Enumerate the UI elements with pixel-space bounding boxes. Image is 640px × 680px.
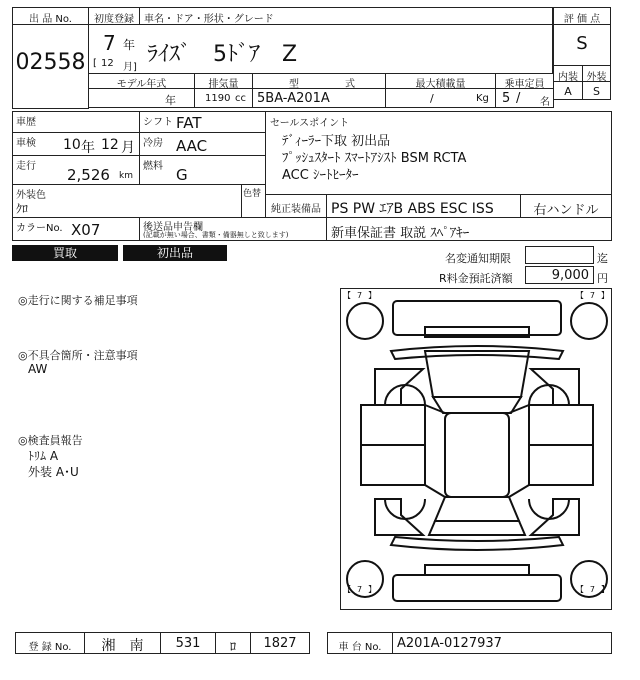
car-diagram [340, 288, 612, 610]
equipment-label: 純正装備品 [271, 204, 321, 215]
docs-label: 後送品申告欄 [143, 222, 203, 233]
ext-color-cell [12, 184, 242, 218]
car-name-label: 車名・ドア・形状・グレード [144, 14, 274, 25]
first-reg-month-open: [ [93, 58, 97, 69]
model-year-label: モデル年式 [116, 79, 167, 90]
displacement: 1190 [205, 93, 231, 104]
chassis-no: A201A-0127937 [397, 636, 502, 651]
mileage-label: 走行 [16, 161, 36, 172]
history-cell [12, 111, 140, 133]
color-no: X07 [71, 221, 101, 239]
recolor-cell [241, 184, 266, 218]
max-load-label: 最大積載量 [415, 79, 466, 90]
ext-color-label: 外装色 [16, 190, 46, 201]
inspection-month-unit: 月 [121, 140, 135, 156]
tread-rr-close: 】 [601, 585, 609, 594]
lot-no: 02558 [15, 50, 86, 75]
first-reg-month: 12 [101, 58, 114, 69]
ac: AAC [176, 137, 208, 155]
tread-rl-close: 】 [368, 585, 377, 594]
fuel: G [176, 166, 188, 184]
fuel-cell [139, 155, 266, 185]
max-load-sep: / [430, 92, 434, 105]
steering: 右ハンドル [533, 203, 599, 218]
name-change-label: 名変通知期限 [445, 252, 511, 265]
name-change-box [525, 246, 594, 264]
inspection-month: 12 [101, 137, 119, 153]
type-label-1: 型 [289, 79, 299, 90]
rating: S [576, 33, 588, 54]
chassis-no-cell [392, 632, 612, 654]
first-reg-year-unit: 年 [123, 38, 136, 52]
ac-label: 冷房 [143, 138, 163, 149]
tread-rl-value: 7 [357, 585, 363, 594]
capacity-cell [495, 88, 554, 108]
exterior-label: 外装 [586, 72, 607, 83]
reg-area-cell [84, 632, 161, 654]
max-load-label-cell [385, 73, 496, 89]
capacity-unit: 名 [540, 97, 550, 108]
mileage: 2,526 [67, 166, 110, 184]
color-no-cell [12, 217, 140, 241]
tread-fl-open: 【 [343, 291, 351, 300]
first-listing-tag: 初出品 [123, 245, 227, 261]
docs-note: (記載が無い場合、書類・備器無しと致します) [143, 231, 289, 239]
mileage-unit: km [119, 171, 133, 181]
tread-fl-close: 】 [368, 291, 377, 300]
lot-no-cell [12, 24, 89, 109]
model-year-label-cell [88, 73, 195, 89]
tread-rl-open: 【 [343, 585, 351, 594]
tread-fr-value: 7 [589, 291, 595, 300]
sales-points-box [265, 111, 612, 195]
car-name: ﾗｲｽﾞ 5ﾄﾞｱ Z [147, 42, 298, 67]
name-change-unit: 迄 [597, 252, 608, 265]
inspection-year-unit: 年 [81, 140, 95, 156]
tread-fl-value: 7 [357, 291, 363, 300]
buy-tag: 買取 [12, 245, 118, 261]
rating-cell [553, 24, 611, 66]
capacity-label: 乗車定員 [504, 79, 545, 90]
reg-number: 1827 [263, 636, 297, 651]
sales-line-1: ﾃﾞｨｰﾗｰ下取 初出品 [282, 134, 391, 149]
max-load-unit: Kg [476, 93, 489, 104]
inspector-line-1: ﾄﾘﾑ A [28, 449, 59, 463]
equipment-items: PS PW ｴｱB ABS ESC ISS [331, 201, 494, 217]
displacement-label: 排気量 [208, 79, 239, 90]
interior-label: 内装 [558, 72, 578, 83]
reg-kana: ﾛ [229, 640, 237, 655]
recycle-label: R料金預託済額 [439, 272, 513, 285]
displacement-cell [194, 88, 253, 108]
color-no-label: カラーNo. [16, 223, 63, 234]
tread-fr-close: 】 [601, 291, 609, 300]
warranty: 新車保証書 取説 ｽﾍﾟｱｷｰ [331, 226, 470, 241]
fuel-label: 燃料 [143, 161, 163, 172]
inspector-line-2: 外装 A･U [28, 465, 79, 479]
docs-cell [139, 217, 327, 241]
car-name-cell [88, 24, 553, 74]
tread-rr-value: 7 [589, 585, 595, 594]
model-year-cell [88, 88, 195, 108]
equipment-label-cell [265, 194, 327, 218]
tread-fr-open: 【 [575, 291, 584, 300]
lot-no-label: 出 品 No. [29, 14, 72, 25]
type-cell [252, 88, 386, 108]
displacement-label-cell [194, 73, 253, 89]
warranty-cell [326, 217, 612, 241]
mileage-cell [12, 155, 140, 185]
capacity-label-cell [495, 73, 554, 89]
car-outline-icon [341, 289, 613, 611]
exterior-label-cell [582, 65, 611, 82]
reg-class: 531 [175, 636, 201, 651]
sales-title: セールスポイント [270, 118, 350, 129]
interior-label-cell [553, 65, 583, 82]
displacement-unit: cc [235, 93, 246, 104]
rating-label-cell [553, 7, 611, 25]
shift-cell [139, 111, 266, 133]
reg-number-cell [250, 632, 310, 654]
ext-color: ｸﾛ [16, 202, 29, 216]
recycle-amount: 9,000 [551, 268, 589, 283]
capacity-sep: / [516, 91, 521, 106]
type-label-cell [252, 73, 386, 89]
inspection-label: 車検 [16, 138, 36, 149]
exterior-grade: S [593, 85, 600, 98]
first-reg-month-unit: 月] [123, 62, 137, 73]
interior-grade: A [564, 85, 572, 98]
shift: FAT [176, 114, 202, 132]
reg-no-label-cell [15, 632, 85, 654]
chassis-label: 車 台 No. [338, 642, 382, 653]
first-reg-year: 7 [103, 31, 116, 55]
first-reg-label: 初度登録 [94, 14, 134, 25]
history-label: 車歴 [16, 117, 36, 128]
sales-line-2: ﾌﾟｯｼｭｽﾀｰﾄ ｽﾏｰﾄｱｼｽﾄ BSM RCTA [282, 151, 467, 166]
driving-notes-title: ◎走行に関する補足事項 [18, 294, 138, 307]
type: 5BA-A201A [257, 91, 330, 106]
reg-class-cell [160, 632, 216, 654]
sales-line-3: ACC ｼｰﾄﾋｰﾀｰ [282, 168, 359, 183]
inspection-cell [12, 132, 140, 156]
defects-line-1: AW [28, 362, 48, 376]
inspection-year: 10 [63, 137, 81, 153]
max-load-cell [385, 88, 496, 108]
shift-label: シフト [143, 117, 173, 128]
interior-cell [553, 81, 583, 100]
chassis-label-cell [327, 632, 393, 654]
lot-no-label-cell [12, 7, 89, 25]
reg-kana-cell [215, 632, 251, 654]
defects-title: ◎不具合箇所・注意事項 [18, 349, 138, 362]
inspector-title: ◎検査員報告 [18, 434, 83, 447]
recolor-label: 色替 [243, 189, 262, 199]
tread-rr-open: 【 [575, 585, 584, 594]
steering-cell [520, 194, 612, 218]
car-name-label-cell [139, 7, 553, 25]
ac-cell [139, 132, 266, 156]
first-reg-label-cell [88, 7, 140, 25]
recycle-box [525, 266, 594, 284]
recycle-unit: 円 [597, 272, 608, 285]
equipment-cell [326, 194, 521, 218]
reg-area: 湘 南 [101, 638, 144, 654]
model-year-unit: 年 [165, 94, 176, 107]
capacity: 5 [502, 91, 511, 106]
rating-label: 評 価 点 [563, 14, 601, 25]
reg-no-label: 登 録 No. [28, 642, 72, 653]
exterior-cell [582, 81, 611, 100]
type-label-2: 式 [345, 79, 355, 90]
